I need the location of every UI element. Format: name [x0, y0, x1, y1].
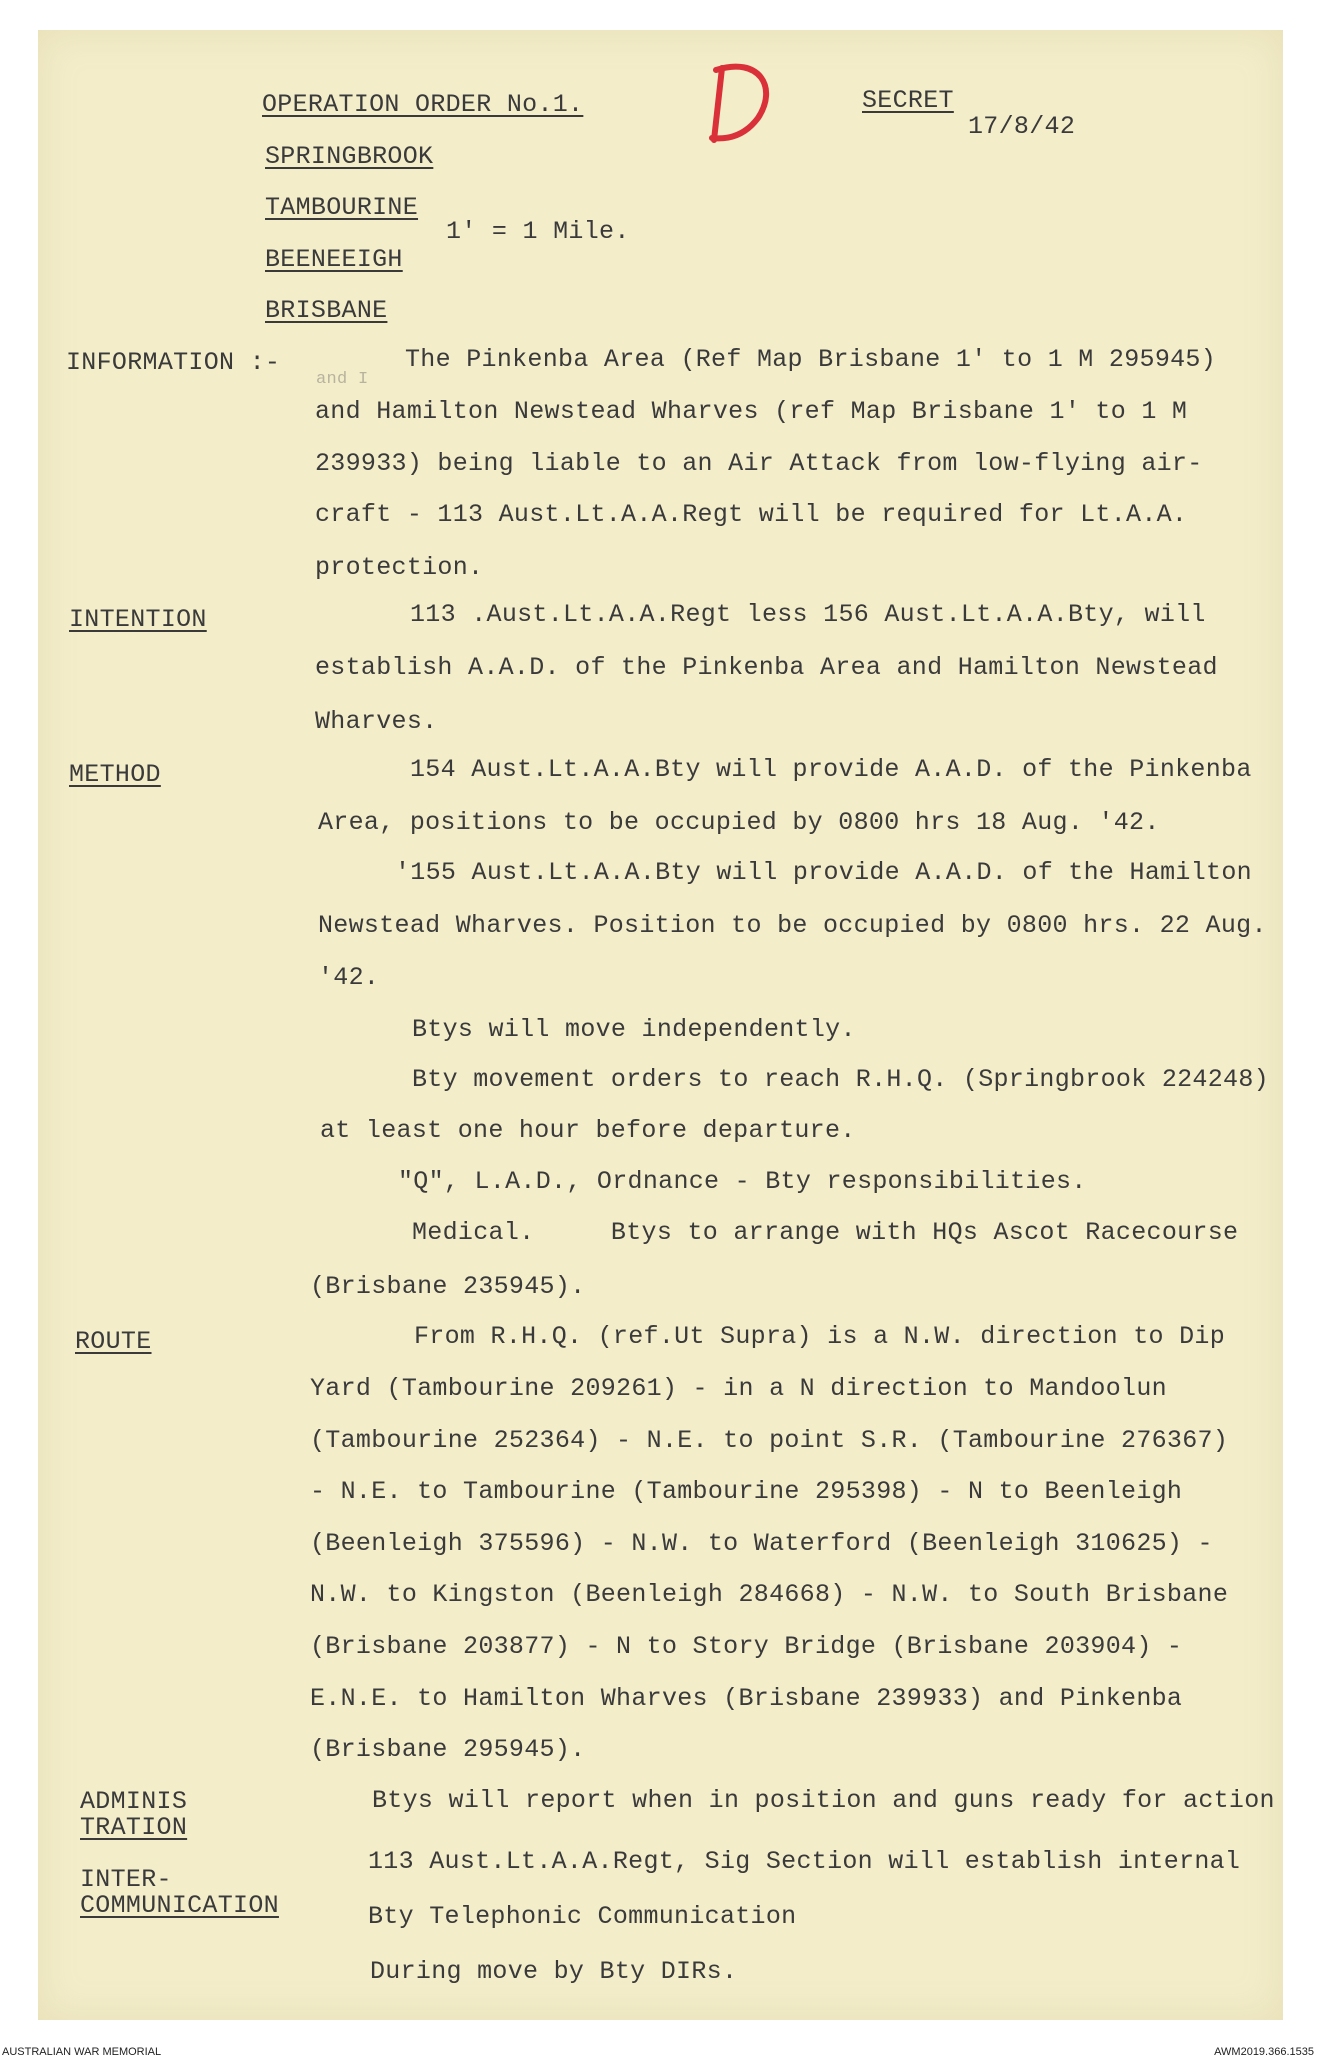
intention-line-1: 113 .Aust.Lt.A.A.Regt less 156 Aust.Lt.A.A.Bty, will — [410, 600, 1206, 629]
method-line-7: Bty movement orders to reach R.H.Q. (Springbrook 224248) — [412, 1065, 1269, 1094]
route-heading: ROUTE — [75, 1327, 152, 1356]
method-line-3: '155 Aust.Lt.A.A.Bty will provide A.A.D. of the Hamilton — [395, 858, 1252, 887]
map-sheet-3: BEENEEIGH — [265, 245, 403, 274]
route-line-4: - N.E. to Tambourine (Tambourine 295398) - N to Beenleigh — [310, 1477, 1183, 1506]
method-line-4: Newstead Wharves. Position to be occupied by 0800 hrs. 22 Aug. — [318, 911, 1267, 940]
method-line-8: at least one hour before departure. — [320, 1116, 856, 1145]
map-sheet-1: SPRINGBROOK — [265, 142, 434, 171]
intention-line-3: Wharves. — [315, 707, 438, 736]
order-date: 17/8/42 — [968, 112, 1076, 141]
administration-heading-1: ADMINIS — [80, 1787, 188, 1816]
information-heading: INFORMATION :- — [66, 348, 281, 377]
route-line-6: N.W. to Kingston (Beenleigh 284668) - N.W. to South Brisbane — [310, 1580, 1229, 1609]
archive-credit: AUSTRALIAN WAR MEMORIAL — [2, 2046, 162, 2058]
route-line-8: E.N.E. to Hamilton Wharves (Brisbane 239933) and Pinkenba — [310, 1684, 1183, 1713]
route-line-5: (Beenleigh 375596) - N.W. to Waterford (Beenleigh 310625) - — [310, 1529, 1213, 1558]
map-sheet-2: TAMBOURINE — [265, 193, 419, 222]
order-title: OPERATION ORDER No.1. — [262, 90, 584, 119]
archive-reference: AWM2019.366.1535 — [1214, 2046, 1314, 2058]
intercommunication-line-3: During move by Bty DIRs. — [370, 1957, 738, 1986]
method-line-2: Area, positions to be occupied by 0800 hrs 18 Aug. '42. — [318, 808, 1160, 837]
intention-line-2: establish A.A.D. of the Pinkenba Area and Hamilton Newstead — [315, 653, 1218, 682]
intention-heading: INTENTION — [69, 605, 207, 634]
route-line-2: Yard (Tambourine 209261) - in a N direction to Mandoolun — [310, 1374, 1167, 1403]
route-line-7: (Brisbane 203877) - N to Story Bridge (Brisbane 203904) - — [310, 1632, 1183, 1661]
information-line-5: protection. — [315, 553, 484, 582]
method-line-9: "Q", L.A.D., Ordnance - Bty responsibilities. — [398, 1167, 1087, 1196]
red-letter-stamp — [700, 48, 780, 148]
intercommunication-line-1: 113 Aust.Lt.A.A.Regt, Sig Section will establish internal — [368, 1847, 1241, 1876]
route-line-3: (Tambourine 252364) - N.E. to point S.R. (Tambourine 276367) — [310, 1426, 1229, 1455]
route-line-1: From R.H.Q. (ref.Ut Supra) is a N.W. direction to Dip — [414, 1322, 1226, 1351]
method-line-1: 154 Aust.Lt.A.A.Bty will provide A.A.D. of the Pinkenba — [410, 755, 1252, 784]
information-line-1: The Pinkenba Area (Ref Map Brisbane 1' to 1 M 295945) — [405, 345, 1217, 374]
administration-heading-2: TRATION — [80, 1813, 188, 1842]
method-line-5: '42. — [318, 963, 380, 992]
route-line-9: (Brisbane 295945). — [310, 1735, 586, 1764]
faint-note: and I — [316, 370, 369, 389]
administration-text: Btys will report when in position and guns ready for action — [372, 1786, 1275, 1815]
intercommunication-heading-2: COMMUNICATION — [80, 1891, 279, 1920]
method-heading: METHOD — [69, 760, 161, 789]
intercommunication-line-2: Bty Telephonic Communication — [368, 1902, 797, 1931]
method-line-6: Btys will move independently. — [412, 1015, 856, 1044]
information-line-2: and Hamilton Newstead Wharves (ref Map Brisbane 1' to 1 M — [315, 397, 1188, 426]
method-line-11: (Brisbane 235945). — [310, 1272, 586, 1301]
information-line-3: 239933) being liable to an Air Attack from low-flying air- — [315, 449, 1203, 478]
information-line-4: craft - 113 Aust.Lt.A.A.Regt will be required for Lt.A.A. — [315, 500, 1188, 529]
method-line-10: Medical. Btys to arrange with HQs Ascot Racecourse — [412, 1218, 1239, 1247]
classification-label: SECRET — [862, 86, 954, 115]
intercommunication-heading-1: INTER- — [80, 1865, 172, 1894]
map-scale: 1' = 1 Mile. — [446, 217, 630, 246]
map-sheet-4: BRISBANE — [265, 296, 388, 325]
